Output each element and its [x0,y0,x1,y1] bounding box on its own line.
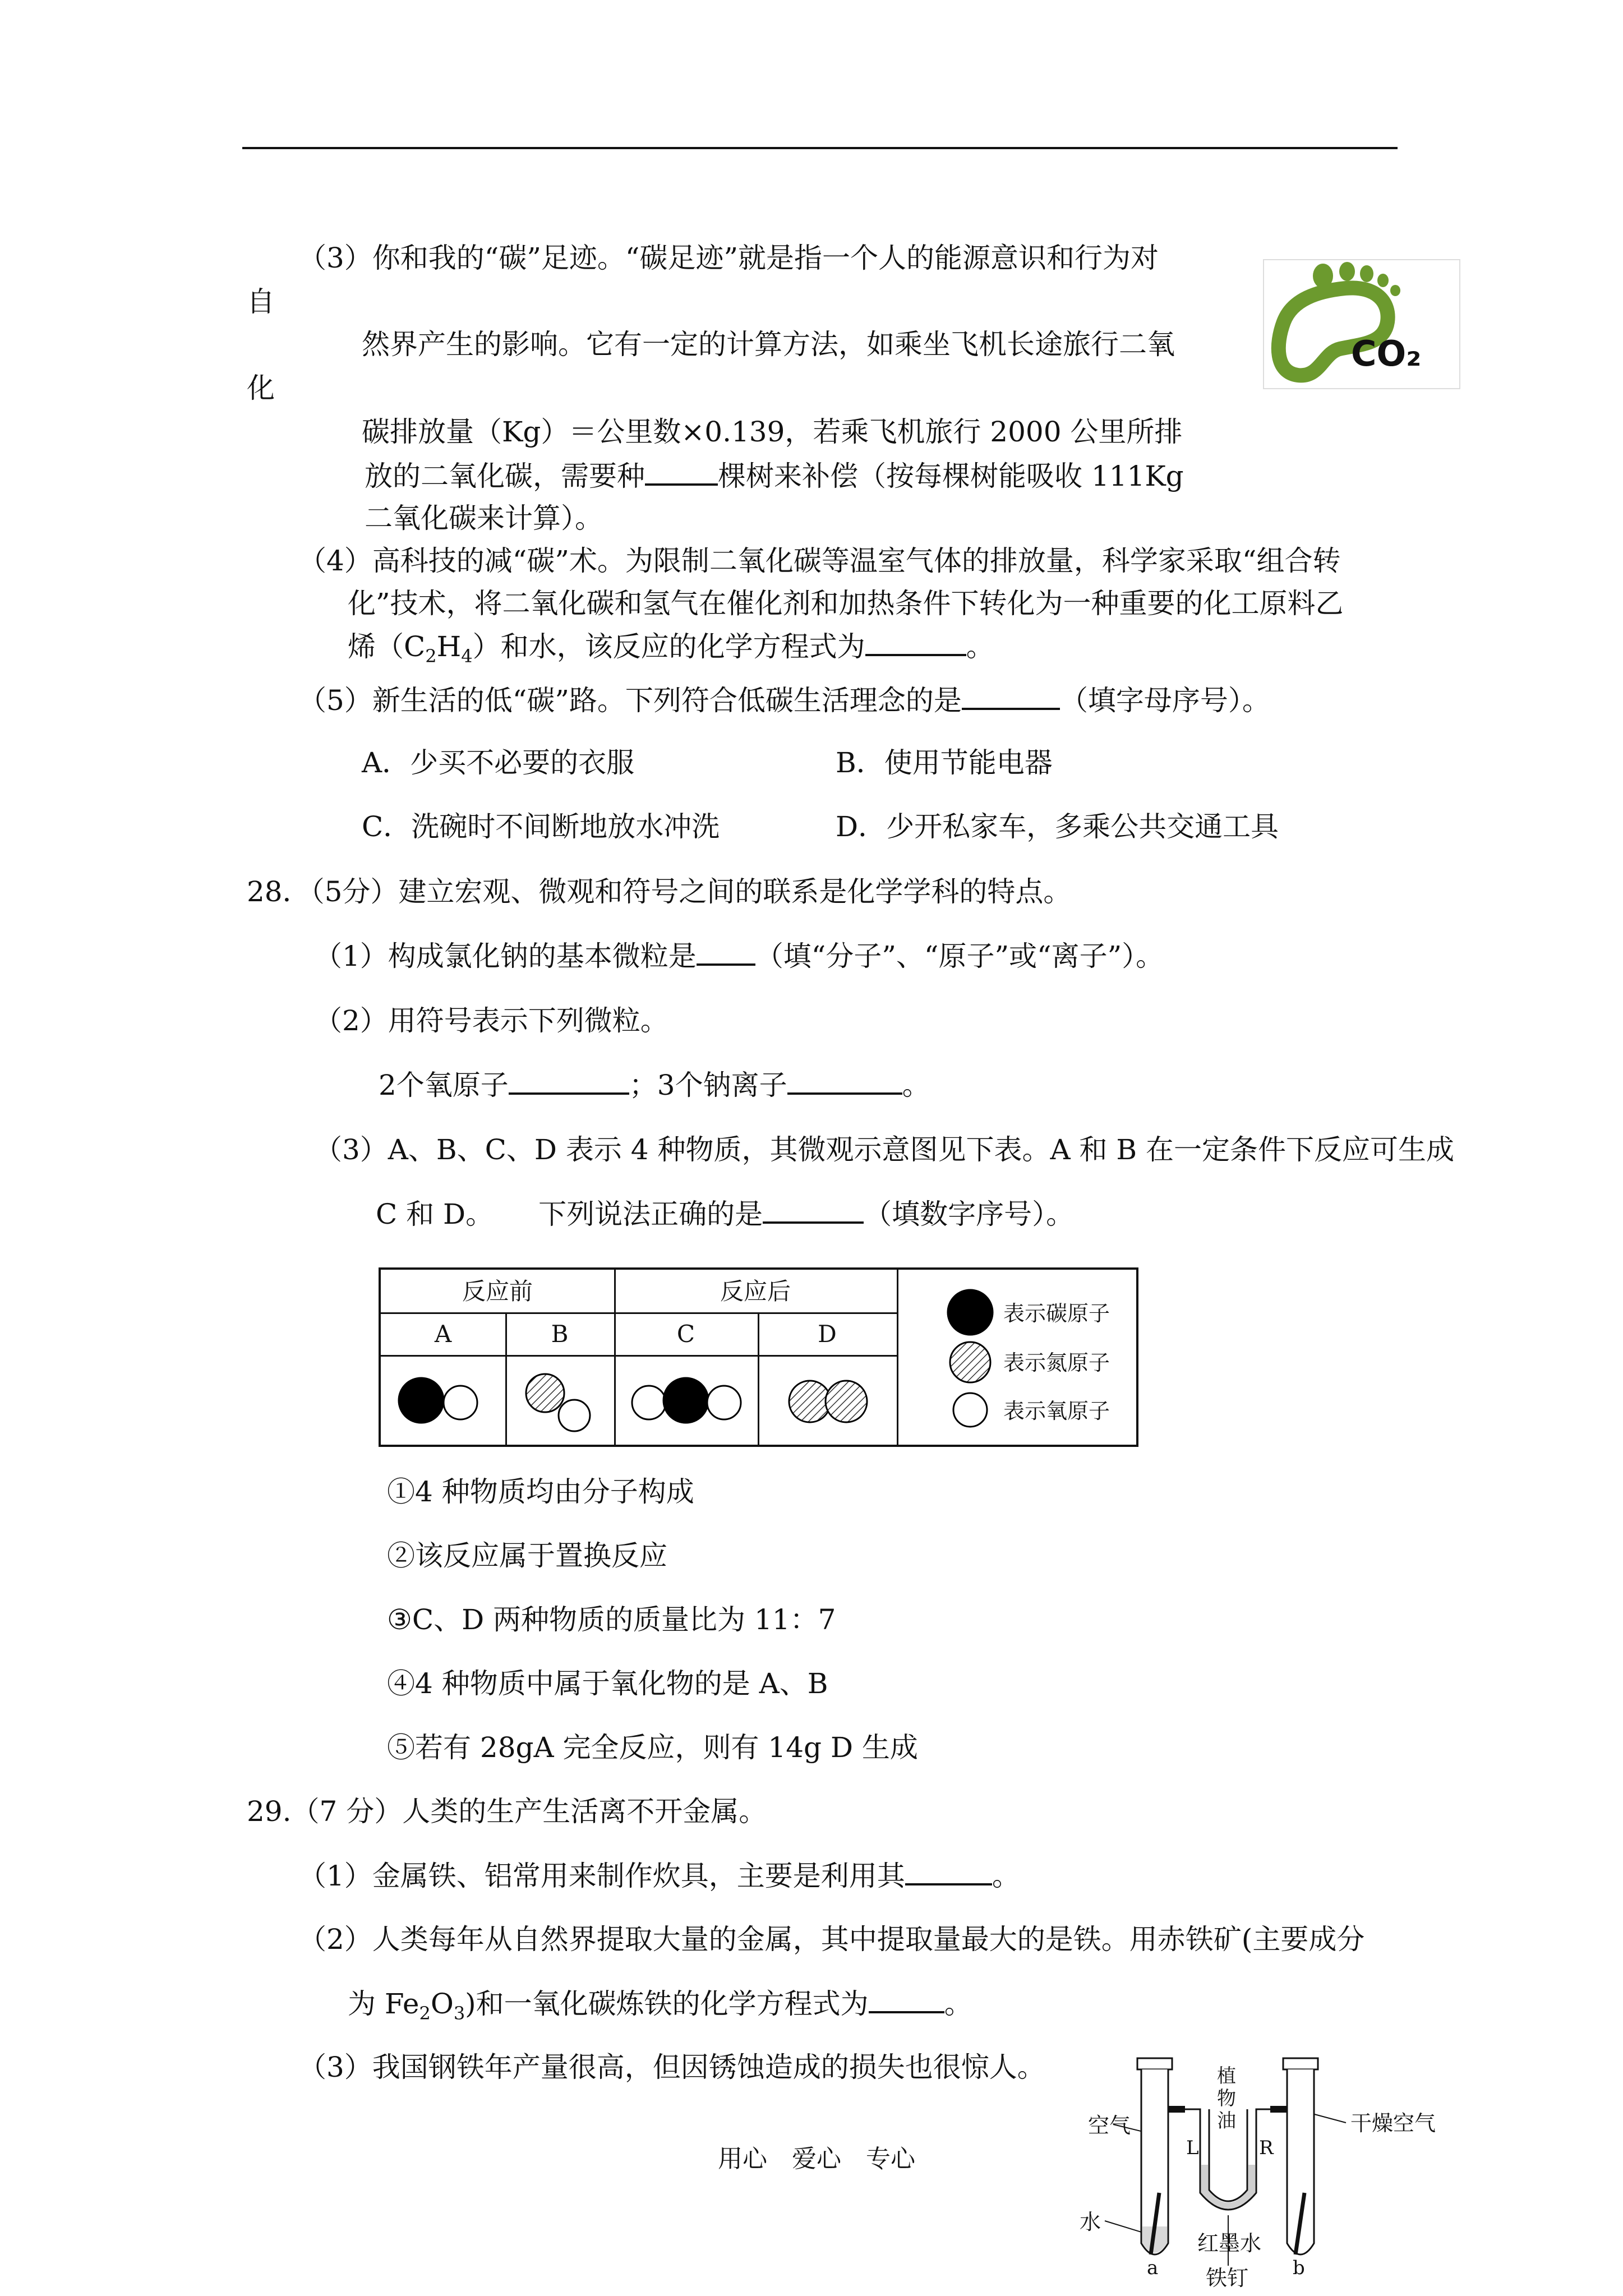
table-header-after: 反应后 [720,1278,791,1305]
q28-p2: （2）用符号表示下列微粒。 [314,1004,668,1037]
answer-blank[interactable] [905,1859,992,1885]
q29-p2-line1: （2）人类每年从自然界提取大量的金属，其中提取量最大的是铁。用赤铁矿(主要成分 [298,1923,1365,1956]
header-rule [242,147,1398,149]
answer-blank[interactable] [645,459,718,486]
q28-statement-5: ⑤若有 28gA 完全反应，则有 14g D 生成 [387,1731,918,1764]
answer-blank[interactable] [509,1068,629,1095]
legend-carbon: 表示碳原子 [1003,1301,1110,1326]
molecule-a [399,1378,477,1423]
label-red-ink: 红墨水 [1197,2231,1262,2256]
apparatus-diagram [1077,2053,1424,2294]
co2-text: CO₂ [1351,333,1422,374]
q28-statement-4: ④4 种物质中属于氧化物的是 A、B [387,1667,828,1700]
label-R: R [1259,2137,1274,2159]
q27-p3-line2: 然界产生的影响。它有一定的计算方法，如乘坐飞机长途旅行二氧 [362,328,1175,361]
q27-p3-line5: 二氧化碳来计算）。 [365,502,603,534]
answer-blank[interactable] [865,629,966,656]
label-L: L [1186,2137,1199,2159]
answer-blank[interactable] [763,1197,864,1224]
q28-p2-line2: 2个氧原子 ；3个钠离子 。 [379,1069,930,1101]
answer-blank[interactable] [962,683,1060,710]
molecule-c [632,1378,741,1423]
carbon-footprint-logo [1263,259,1460,389]
q29-title: 29.（7 分）人类的生产生活离不开金属。 [247,1795,767,1828]
q28-p3-line1: （3）A、B、C、D 表示 4 种物质，其微观示意图见下表。A 和 B 在一定条件下反应可生成 [314,1133,1455,1166]
q27-p3-line3: 碳排放量（Kg）＝公里数×0.139，若乘飞机旅行 2000 公里所排 [362,416,1183,448]
q29-p3: （3）我国钢铁年产量很高，但因锈蚀造成的损失也很惊人。 [298,2051,1045,2083]
table-col-a: A [434,1320,452,1348]
q27-p4-line1: （4）高科技的减“碳”术。为限制二氧化碳等温室气体的排放量，科学家采取“组合转 [298,545,1341,577]
table-col-c: C [676,1320,695,1348]
q28-statement-3: ③C、D 两种物质的质量比为 11：7 [387,1603,836,1636]
table-col-d: D [818,1320,837,1348]
rust-experiment-figure [1077,2053,1436,2294]
q27-option-a: A．少买不必要的衣服 [362,746,635,779]
q29-p1: （1）金属铁、铝常用来制作炊具，主要是利用其 。 [298,1860,1020,1892]
molecule-d [789,1381,867,1422]
legend-symbols [948,1290,993,1427]
q27-p3-line4: 放的二氧化碳，需要种 棵树来补偿（按每棵树能吸收 111Kg [365,460,1184,492]
q27-option-c: C．洗碗时不间断地放水冲洗 [362,810,720,843]
q28-statement-2: ②该反应属于置换反应 [387,1539,667,1572]
label-water: 水 [1080,2210,1101,2234]
q27-p3-line1-wrap: 自 [247,285,275,318]
page-footer: 用心 爱心 专心 [718,2145,915,2173]
table-col-b: B [551,1320,569,1348]
legend-nitrogen: 表示氮原子 [1003,1350,1110,1375]
label-dry-air: 干燥空气 [1350,2111,1436,2136]
q27-option-d: D．少开私家车，多乘公共交通工具 [836,810,1279,843]
label-iron-nail: 铁钉 [1206,2266,1249,2290]
label-air: 空气 [1088,2113,1131,2138]
legend-oxygen: 表示氧原子 [1003,1399,1110,1423]
molecule-b [526,1374,590,1431]
answer-blank[interactable] [697,939,755,966]
label-a: a [1147,2257,1159,2279]
q28-statement-1: ①4 种物质均由分子构成 [387,1476,694,1508]
q29-p2-line2: 为 $Fe_2O_3$)和一氧化碳炼铁的化学方程式为 。 [348,1988,972,2024]
q28-p3-line2: C 和 D。 下列说法正确的是 （填数字序号）。 [376,1198,1075,1230]
q27-p3-line1: （3）你和我的“碳”足迹。“碳足迹”就是指一个人的能源意识和行为对 [298,242,1159,274]
label-vegetable-oil: 植物油 [1217,2065,1236,2132]
q27-p5-line1: （5）新生活的低“碳”路。下列符合低碳生活理念的是 （填字母序号）。 [298,684,1270,717]
answer-blank[interactable] [787,1068,902,1095]
table-header-before: 反应前 [462,1278,533,1305]
reaction-table [379,1267,1138,1447]
q28-title: 28．（5分）建立宏观、微观和符号之间的联系是化学学科的特点。 [247,875,1072,908]
q27-option-b: B．使用节能电器 [836,746,1053,779]
q27-p4-line3: 烯$(C_2H_4)$和水，该反应的化学方程式为 。 [348,630,994,667]
q27-p4-line2: 化”技术，将二氧化碳和氢气在催化剂和加热条件下转化为一种重要的化工原料乙 [348,587,1344,620]
answer-blank[interactable] [869,1986,944,2013]
label-b: b [1293,2257,1305,2279]
q28-p1: （1）构成氯化钠的基本微粒是 （填“分子”、“原子”或“离子”）。 [314,940,1164,972]
q27-p3-line2-wrap: 化 [247,372,275,404]
